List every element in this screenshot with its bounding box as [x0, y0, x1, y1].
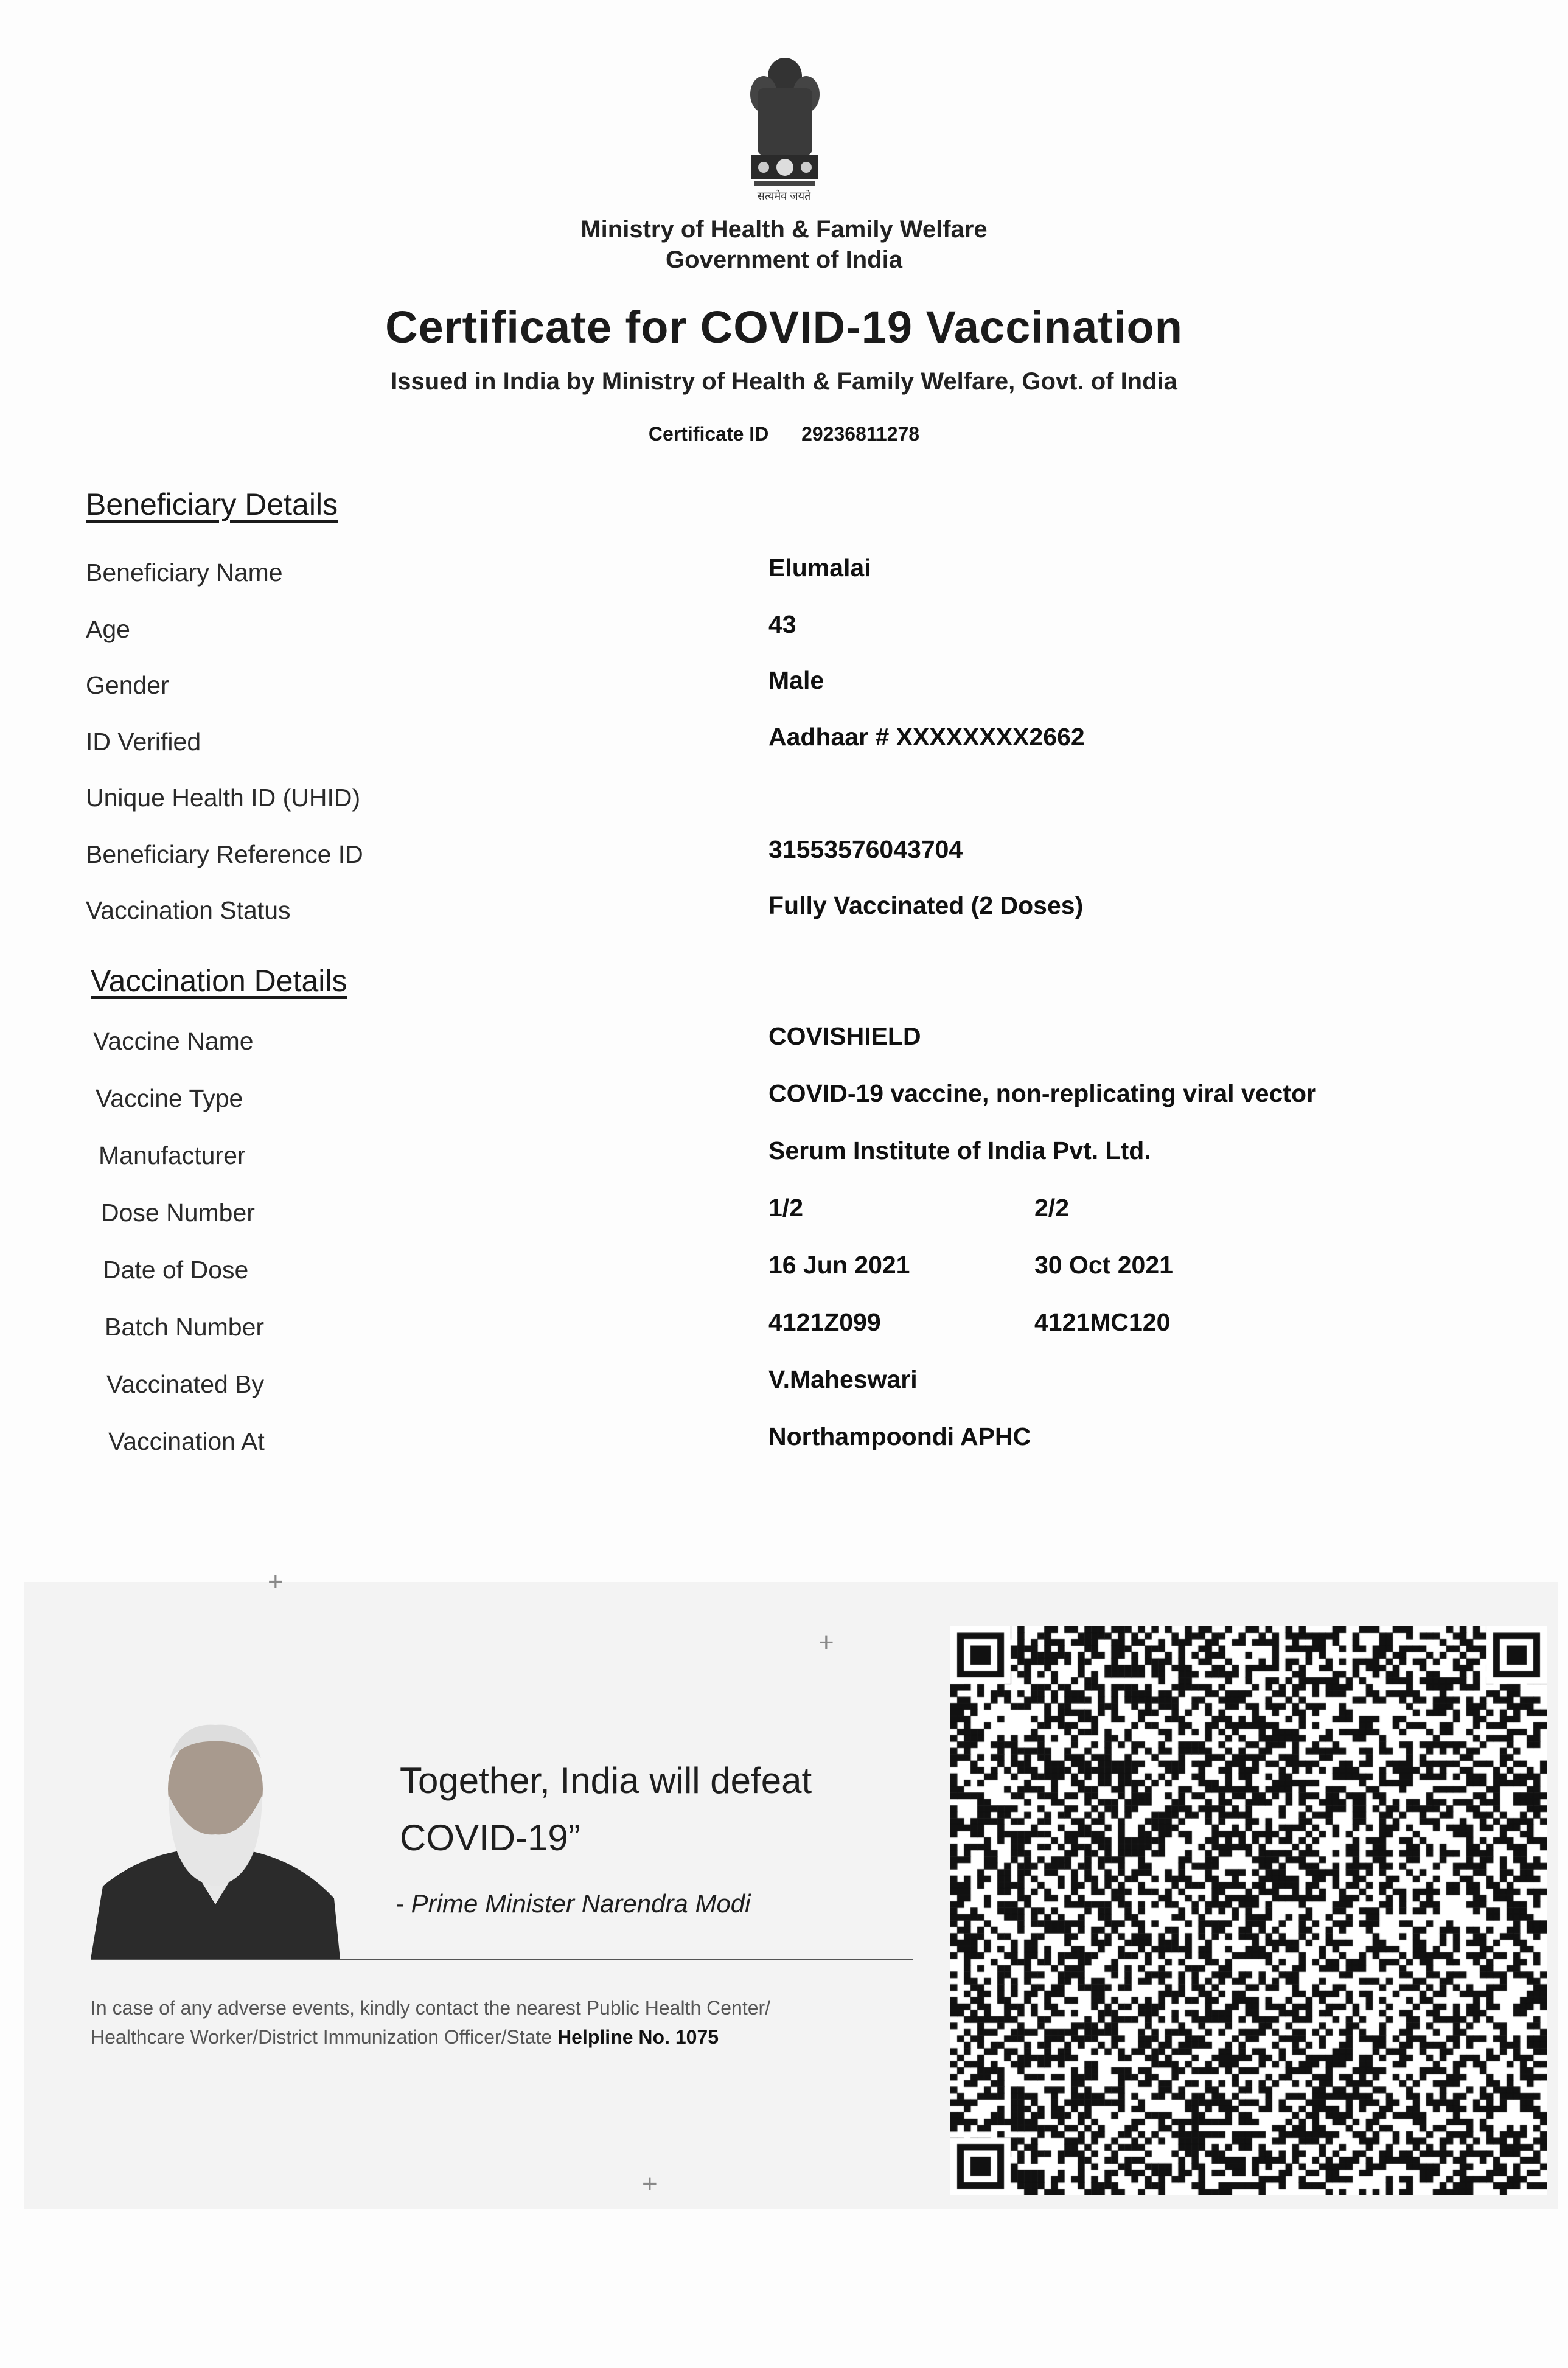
certificate-id-value: 29236811278	[801, 423, 920, 445]
quote	[400, 1752, 812, 1867]
vaccination-field-label: Batch Number	[105, 1313, 265, 1341]
beneficiary-field-value: Elumalai	[768, 554, 871, 582]
vaccination-field-label: Date of Dose	[103, 1256, 249, 1284]
beneficiary-details-heading: Beneficiary Details	[86, 487, 338, 521]
divider	[91, 1959, 913, 1960]
notice-line-2	[91, 2022, 770, 2052]
emblem-motto: सत्यमेव जयते	[757, 190, 811, 202]
prime-minister-photo	[91, 1704, 340, 1959]
government-name: Government of India	[666, 246, 902, 273]
vaccination-details-heading: Vaccination Details	[91, 964, 347, 998]
national-emblem	[739, 52, 831, 210]
vaccination-field-label: Vaccine Type	[96, 1084, 243, 1112]
adverse-events-notice	[91, 1993, 770, 2052]
beneficiary-field-value: Fully Vaccinated (2 Doses)	[768, 891, 1084, 919]
vaccination-field-value: 4121Z099	[768, 1308, 881, 1336]
notice-line-2-text: Healthcare Worker/District Immunization Officer/State	[91, 2026, 558, 2048]
vaccination-field-value: 1/2	[768, 1194, 803, 1222]
issued-by: Issued in India by Ministry of Health & Family Welfare, Govt. of India	[391, 368, 1177, 395]
registration-mark-icon: +	[818, 1628, 834, 1657]
vaccination-field-value: V.Maheswari	[768, 1365, 918, 1393]
vaccination-field-value: COVID-19 vaccine, non-replicating viral vector	[768, 1079, 1317, 1107]
beneficiary-field-value: 31553576043704	[768, 835, 963, 863]
beneficiary-field-label: ID Verified	[86, 727, 201, 756]
qr-code	[950, 1626, 1547, 2195]
vaccination-field-value: Serum Institute of India Pvt. Ltd.	[768, 1137, 1151, 1165]
beneficiary-field-value: Aadhaar # XXXXXXXX2662	[768, 722, 1085, 751]
beneficiary-field-value: Male	[768, 666, 824, 694]
beneficiary-field-label: Beneficiary Reference ID	[86, 840, 363, 868]
quote-line-2: COVID-19”	[400, 1817, 580, 1858]
vaccination-field-label: Manufacturer	[99, 1141, 246, 1169]
vaccination-field-value-dose-2: 30 Oct 2021	[1034, 1251, 1173, 1279]
vaccination-field-label: Vaccinated By	[106, 1370, 265, 1398]
certificate-title: Certificate for COVID-19 Vaccination	[385, 302, 1183, 352]
helpline-number: Helpline No. 1075	[557, 2026, 719, 2048]
vaccination-field-value: COVISHIELD	[768, 1022, 921, 1050]
beneficiary-field-label: Gender	[86, 671, 169, 699]
quote-attribution: - Prime Minister Narendra Modi	[395, 1889, 751, 1918]
beneficiary-field-label: Vaccination Status	[86, 896, 291, 924]
quote-line-1: Together, India will defeat	[400, 1760, 812, 1801]
certificate-id-line	[0, 423, 1568, 445]
beneficiary-field-value: 43	[768, 610, 796, 638]
vaccination-field-label: Dose Number	[101, 1199, 255, 1227]
vaccination-field-value: 16 Jun 2021	[768, 1251, 910, 1279]
registration-mark-icon: +	[268, 1567, 284, 1597]
vaccination-field-label: Vaccination At	[108, 1427, 265, 1455]
certificate-id-label: Certificate ID	[648, 423, 769, 445]
beneficiary-field-label: Age	[86, 615, 130, 643]
beneficiary-field-label: Unique Health ID (UHID)	[86, 784, 361, 812]
notice-line-1: In case of any adverse events, kindly contact the nearest Public Health Center/	[91, 1997, 771, 2019]
vaccination-field-label: Vaccine Name	[93, 1027, 254, 1055]
vaccination-field-value-dose-2: 2/2	[1034, 1194, 1069, 1222]
beneficiary-field-label: Beneficiary Name	[86, 559, 283, 587]
vaccination-field-value: Northampoondi APHC	[768, 1423, 1031, 1450]
ministry-name: Ministry of Health & Family Welfare	[580, 216, 988, 243]
registration-mark-icon: +	[642, 2169, 658, 2199]
vaccination-field-value-dose-2: 4121MC120	[1034, 1308, 1171, 1336]
